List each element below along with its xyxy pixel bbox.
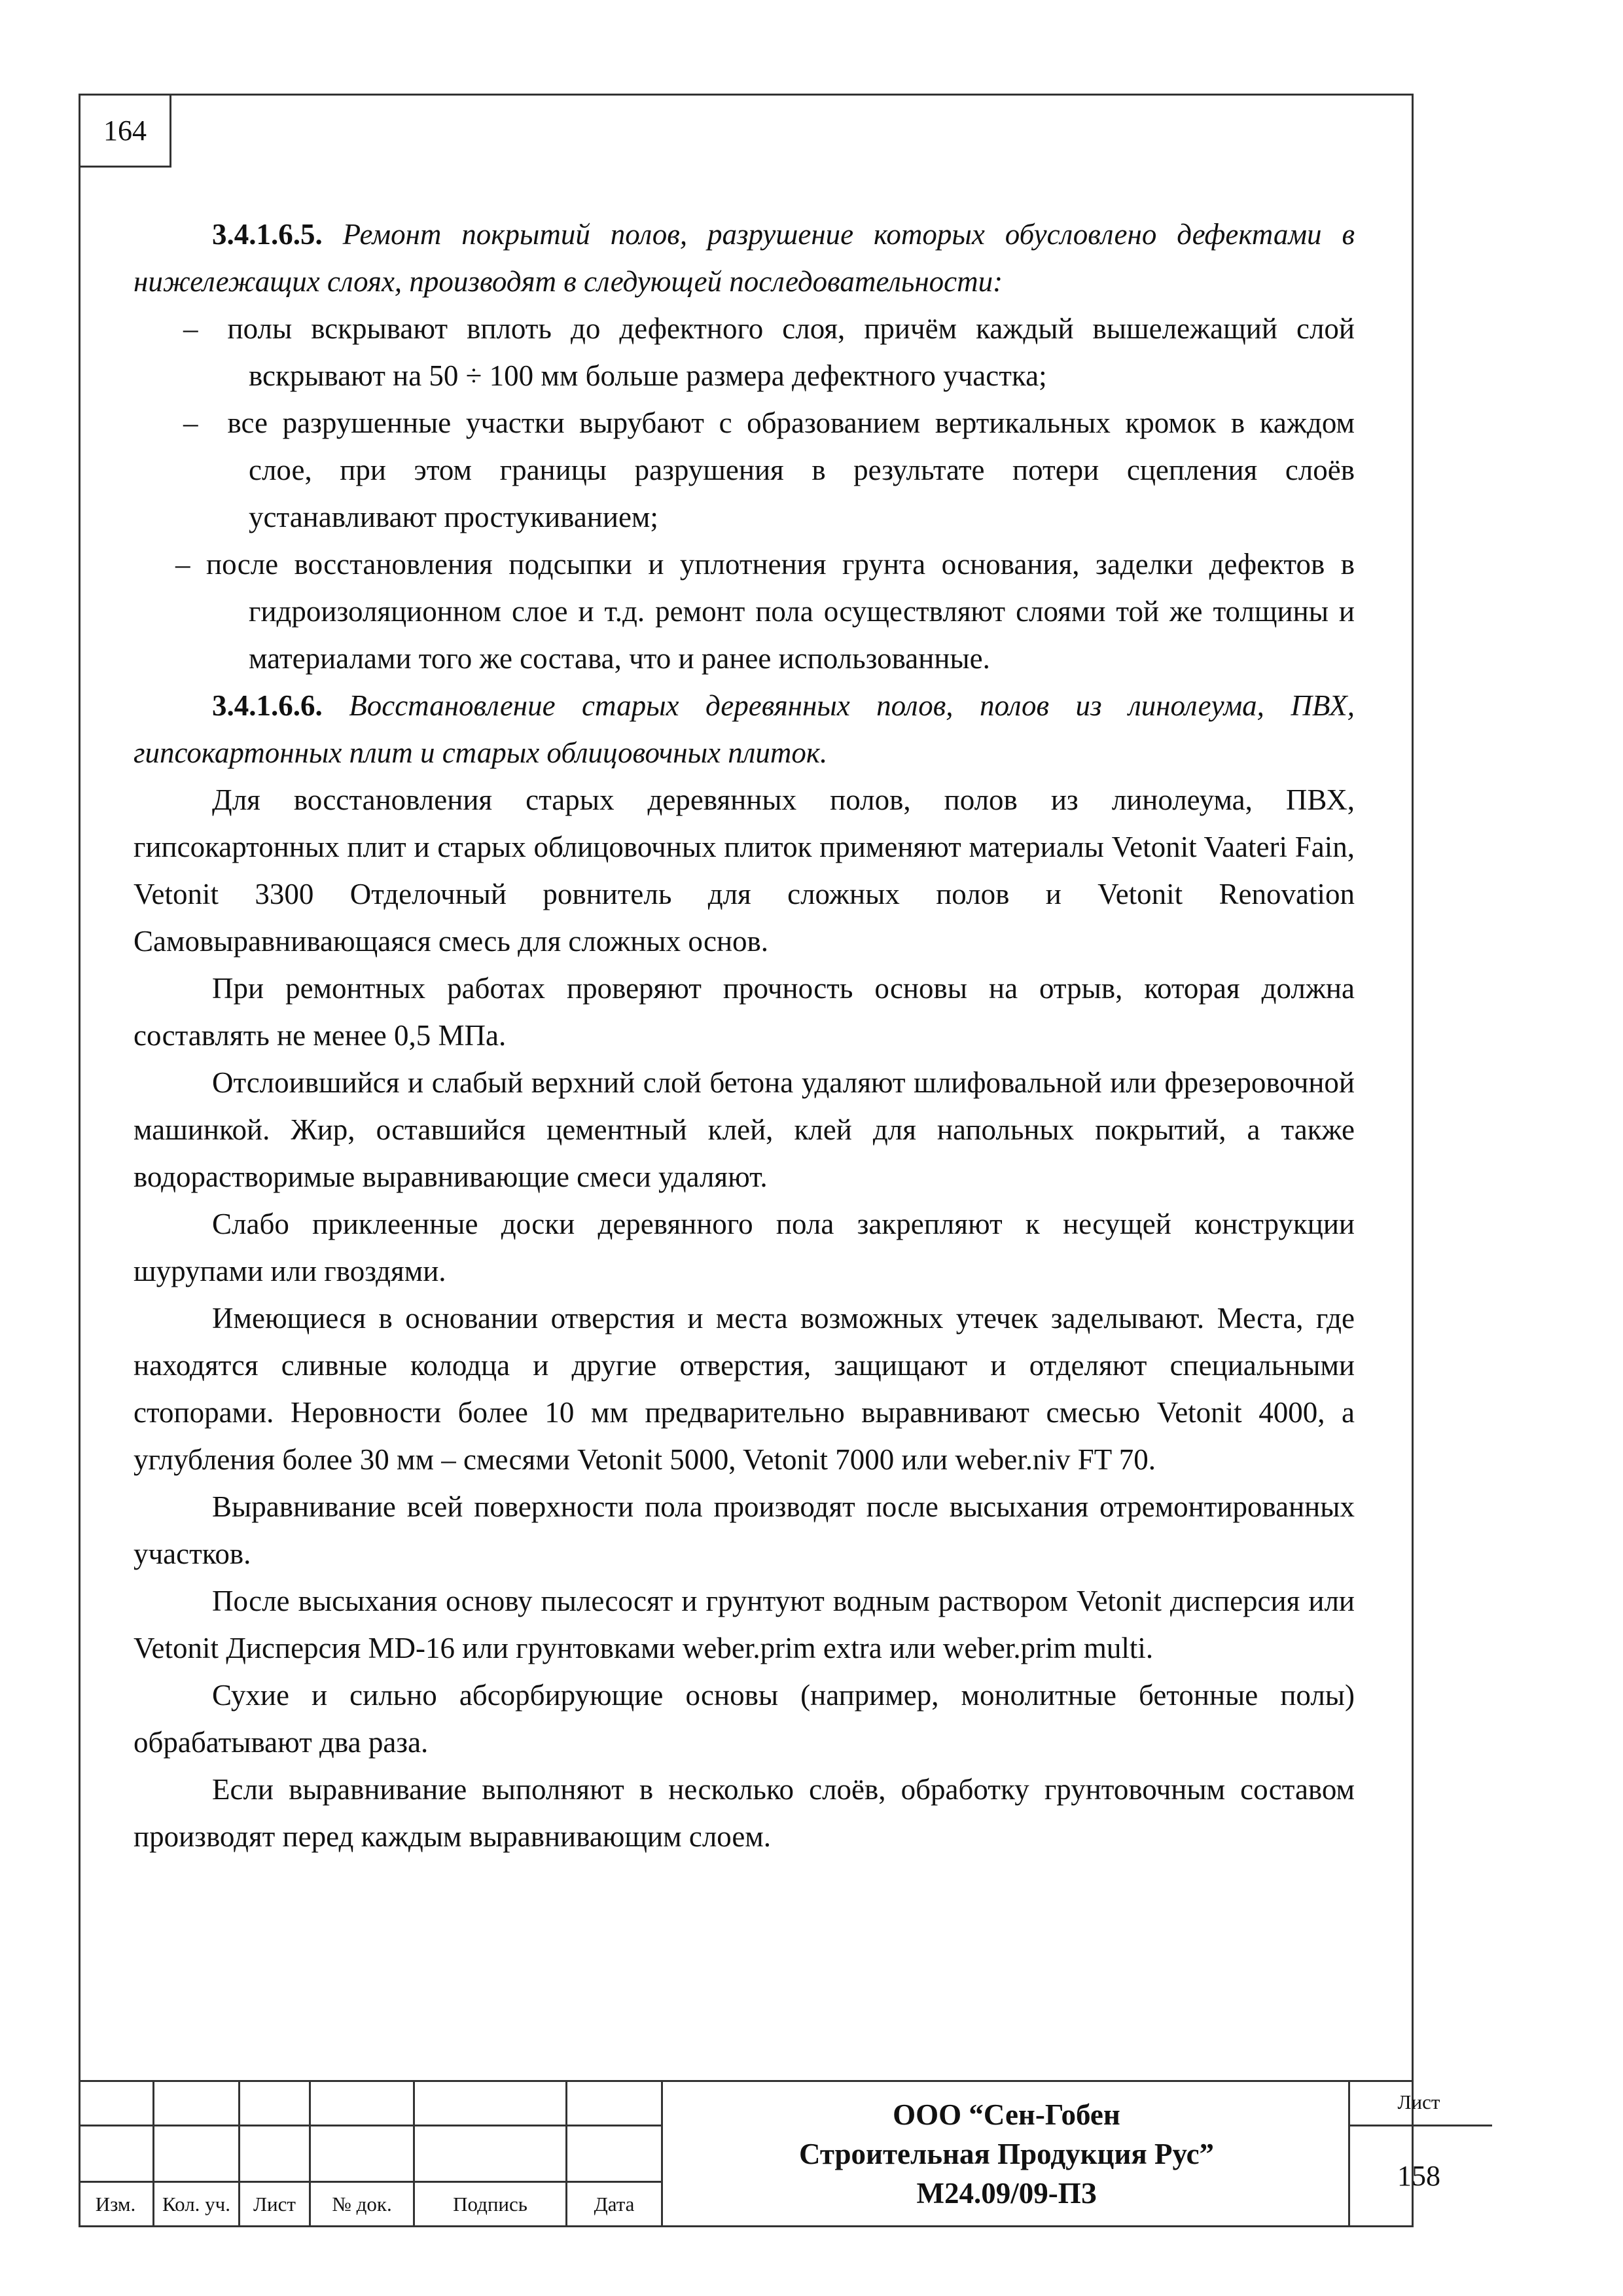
title-block-line — [79, 2125, 663, 2126]
org-line-2: Строительная Продукция Рус” — [798, 2137, 1215, 2170]
paragraph: Сухие и сильно абсорбирующие основы (например, монолитные бетонные полы) обрабатывают два раза. — [134, 1679, 1355, 1759]
paragraph: Слабо приклеенные доски деревянного пола закрепляют к несущей конструкции шурупами или гвоздями. — [134, 1208, 1355, 1287]
list-item: – после восстановления подсыпки и уплотнения грунта основания, заделки дефектов в гидроизоляционном слое и т.д. ремонт пола осуществляют слоями той же толщины и материалами того же состава, что и ранее использованные. — [175, 548, 1355, 675]
col-list: Лист — [253, 2193, 296, 2215]
section-number: 3.4.1.6.5. — [212, 218, 323, 251]
paragraph: Отслоившийся и слабый верхний слой бетона удаляют шлифовальной или фрезеровочной машинкой. Жир, оставшийся цементный клей, клей для напольных покрытий, а также водорастворимые выравнивающие смеси удаляют. — [134, 1066, 1355, 1193]
organization-block — [663, 2080, 1350, 2227]
section-heading — [134, 682, 1355, 776]
document-body — [134, 211, 1355, 1860]
col-date: Дата — [594, 2193, 635, 2215]
paragraph: Выравнивание всей поверхности пола производят после высыхания отремонтированных участков. — [134, 1490, 1355, 1570]
doc-code: М24.09/09-ПЗ — [916, 2176, 1097, 2210]
page-number: 164 — [79, 94, 171, 168]
section-title: Ремонт покрытий полов, разрушение которых обусловлено дефектами в нижележащих слоях, производят в следующей последовательности: — [134, 218, 1355, 298]
sheet-label: Лист — [1397, 2090, 1440, 2113]
sheet-number: 158 — [1397, 2160, 1440, 2192]
col-izm: Изм. — [95, 2193, 136, 2215]
paragraph: Для восстановления старых деревянных полов, полов из линолеума, ПВХ, гипсокартонных плит и старых облицовочных плиток применяют материалы Vetonit Vaateri Fain, Vetonit 3300 Отделочный ровнитель для сложных полов и Vetonit Renovation Самовыравнивающаяся смесь для сложных основ. — [134, 783, 1355, 958]
paragraph: Если выравнивание выполняют в несколько слоёв, обработку грунтовочным составом производят перед каждым выравнивающим слоем. — [134, 1773, 1355, 1853]
list-item: – полы вскрывают вплоть до дефектного слоя, причём каждый вышележащий слой вскрывают на 50 ÷ 100 мм больше размера дефектного участка; — [183, 312, 1355, 392]
paragraph: После высыхания основу пылесосят и грунтуют водным раствором Vetonit дисперсия или Vetonit Дисперсия MD-16 или грунтовками weber.prim extra или weber.prim multi. — [134, 1585, 1355, 1664]
list-item: – все разрушенные участки вырубают с образованием вертикальных кромок в каждом слое, при этом границы разрушения в результате потери сцепления слоёв устанавливают простукиванием; — [183, 406, 1355, 533]
section-number: 3.4.1.6.6. — [212, 689, 323, 722]
col-doc-number: № док. — [332, 2193, 392, 2215]
paragraph: При ремонтных работах проверяют прочность основы на отрыв, которая должна составлять не менее 0,5 МПа. — [134, 972, 1355, 1052]
org-line-1: ООО “Сен-Гобен — [893, 2098, 1120, 2131]
section-heading — [134, 211, 1355, 305]
section-title: Восстановление старых деревянных полов, полов из линолеума, ПВХ, гипсокартонных плит и старых облицовочных плиток. — [134, 689, 1355, 769]
title-block — [79, 2080, 1440, 2227]
col-signature: Подпись — [453, 2193, 527, 2215]
col-kol-uch: Кол. уч. — [162, 2193, 231, 2215]
paragraph: Имеющиеся в основании отверстия и места возможных утечек заделывают. Места, где находятся сливные колодца и другие отверстия, защищают и отделяют специальными стопорами. Неровности более 10 мм предварительно выравнивают смесью Vetonit 4000, а углубления более 30 мм – смесями Vetonit 5000, Vetonit 7000 или weber.niv FT 70. — [134, 1302, 1355, 1476]
